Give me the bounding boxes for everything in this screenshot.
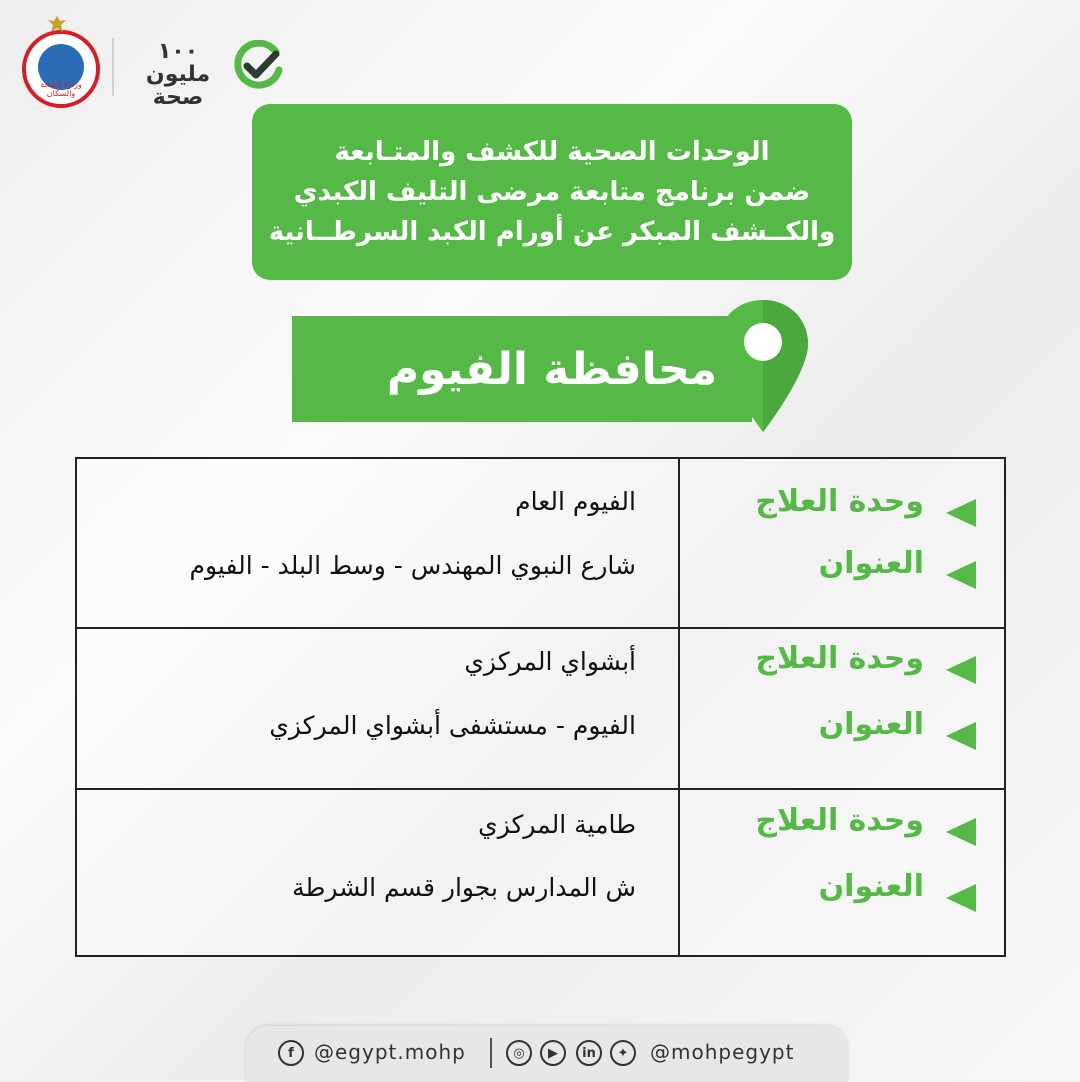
triangle-bullet-icon [946,818,976,846]
governorate-banner [292,316,752,422]
triangle-bullet-icon [946,884,976,912]
instagram-icon[interactable]: ◎ [506,1040,532,1066]
triangle-bullet-icon [946,656,976,684]
ministry-logo-text: وزارة الصحة والسكان [40,80,82,98]
title-box [252,104,852,280]
unit-name: أبشواي المركزي [464,647,636,676]
unit-label: وحدة العلاج [755,641,924,676]
youtube-icon[interactable]: ▶ [540,1040,566,1066]
footer-divider [490,1038,492,1068]
brand-line-2: صحة [152,85,204,111]
brand-line-1: ١٠٠ مليون [145,39,211,88]
brand-100-million-health [122,40,234,109]
triangle-bullet-icon [946,561,976,589]
address-value: ش المدارس بجوار قسم الشرطة [292,873,636,902]
table-column-divider [678,457,680,957]
title-line-1: الوحدات الصحية للكشف والمتـابعة [334,136,770,167]
linkedin-icon[interactable]: in [576,1040,602,1066]
check-circle-icon [232,40,284,92]
unit-label: وحدة العلاج [755,803,924,838]
twitter-icon[interactable]: ✦ [610,1040,636,1066]
unit-label: وحدة العلاج [755,484,924,519]
header-divider [112,38,114,96]
address-value: شارع النبوي المهندس - وسط البلد - الفيوم [189,551,636,580]
egypt-eagle-icon [46,14,68,36]
address-label: العنوان [818,546,924,581]
unit-name: طامية المركزي [478,810,636,839]
title-line-3: والكــشف المبكر عن أورام الكبد السرطــانية [268,217,836,248]
triangle-bullet-icon [946,722,976,750]
address-value: الفيوم - مستشفى أبشواي المركزي [269,711,636,740]
unit-name: الفيوم العام [515,487,636,516]
facebook-handle[interactable]: @egypt.mohp [314,1040,466,1064]
location-pin-icon [712,296,814,436]
title-line-2: ضمن برنامج متابعة مرضى التليف الكبدي [293,176,811,207]
address-label: العنوان [818,869,924,904]
governorate-name: محافظة الفيوم [386,343,718,395]
ministry-logo [22,30,100,108]
address-label: العنوان [818,707,924,742]
triangle-bullet-icon [946,499,976,527]
facebook-icon[interactable]: f [278,1040,304,1066]
social-handle[interactable]: @mohpegypt [650,1040,795,1064]
table-row-divider [75,627,1006,629]
table-row-divider [75,788,1006,790]
